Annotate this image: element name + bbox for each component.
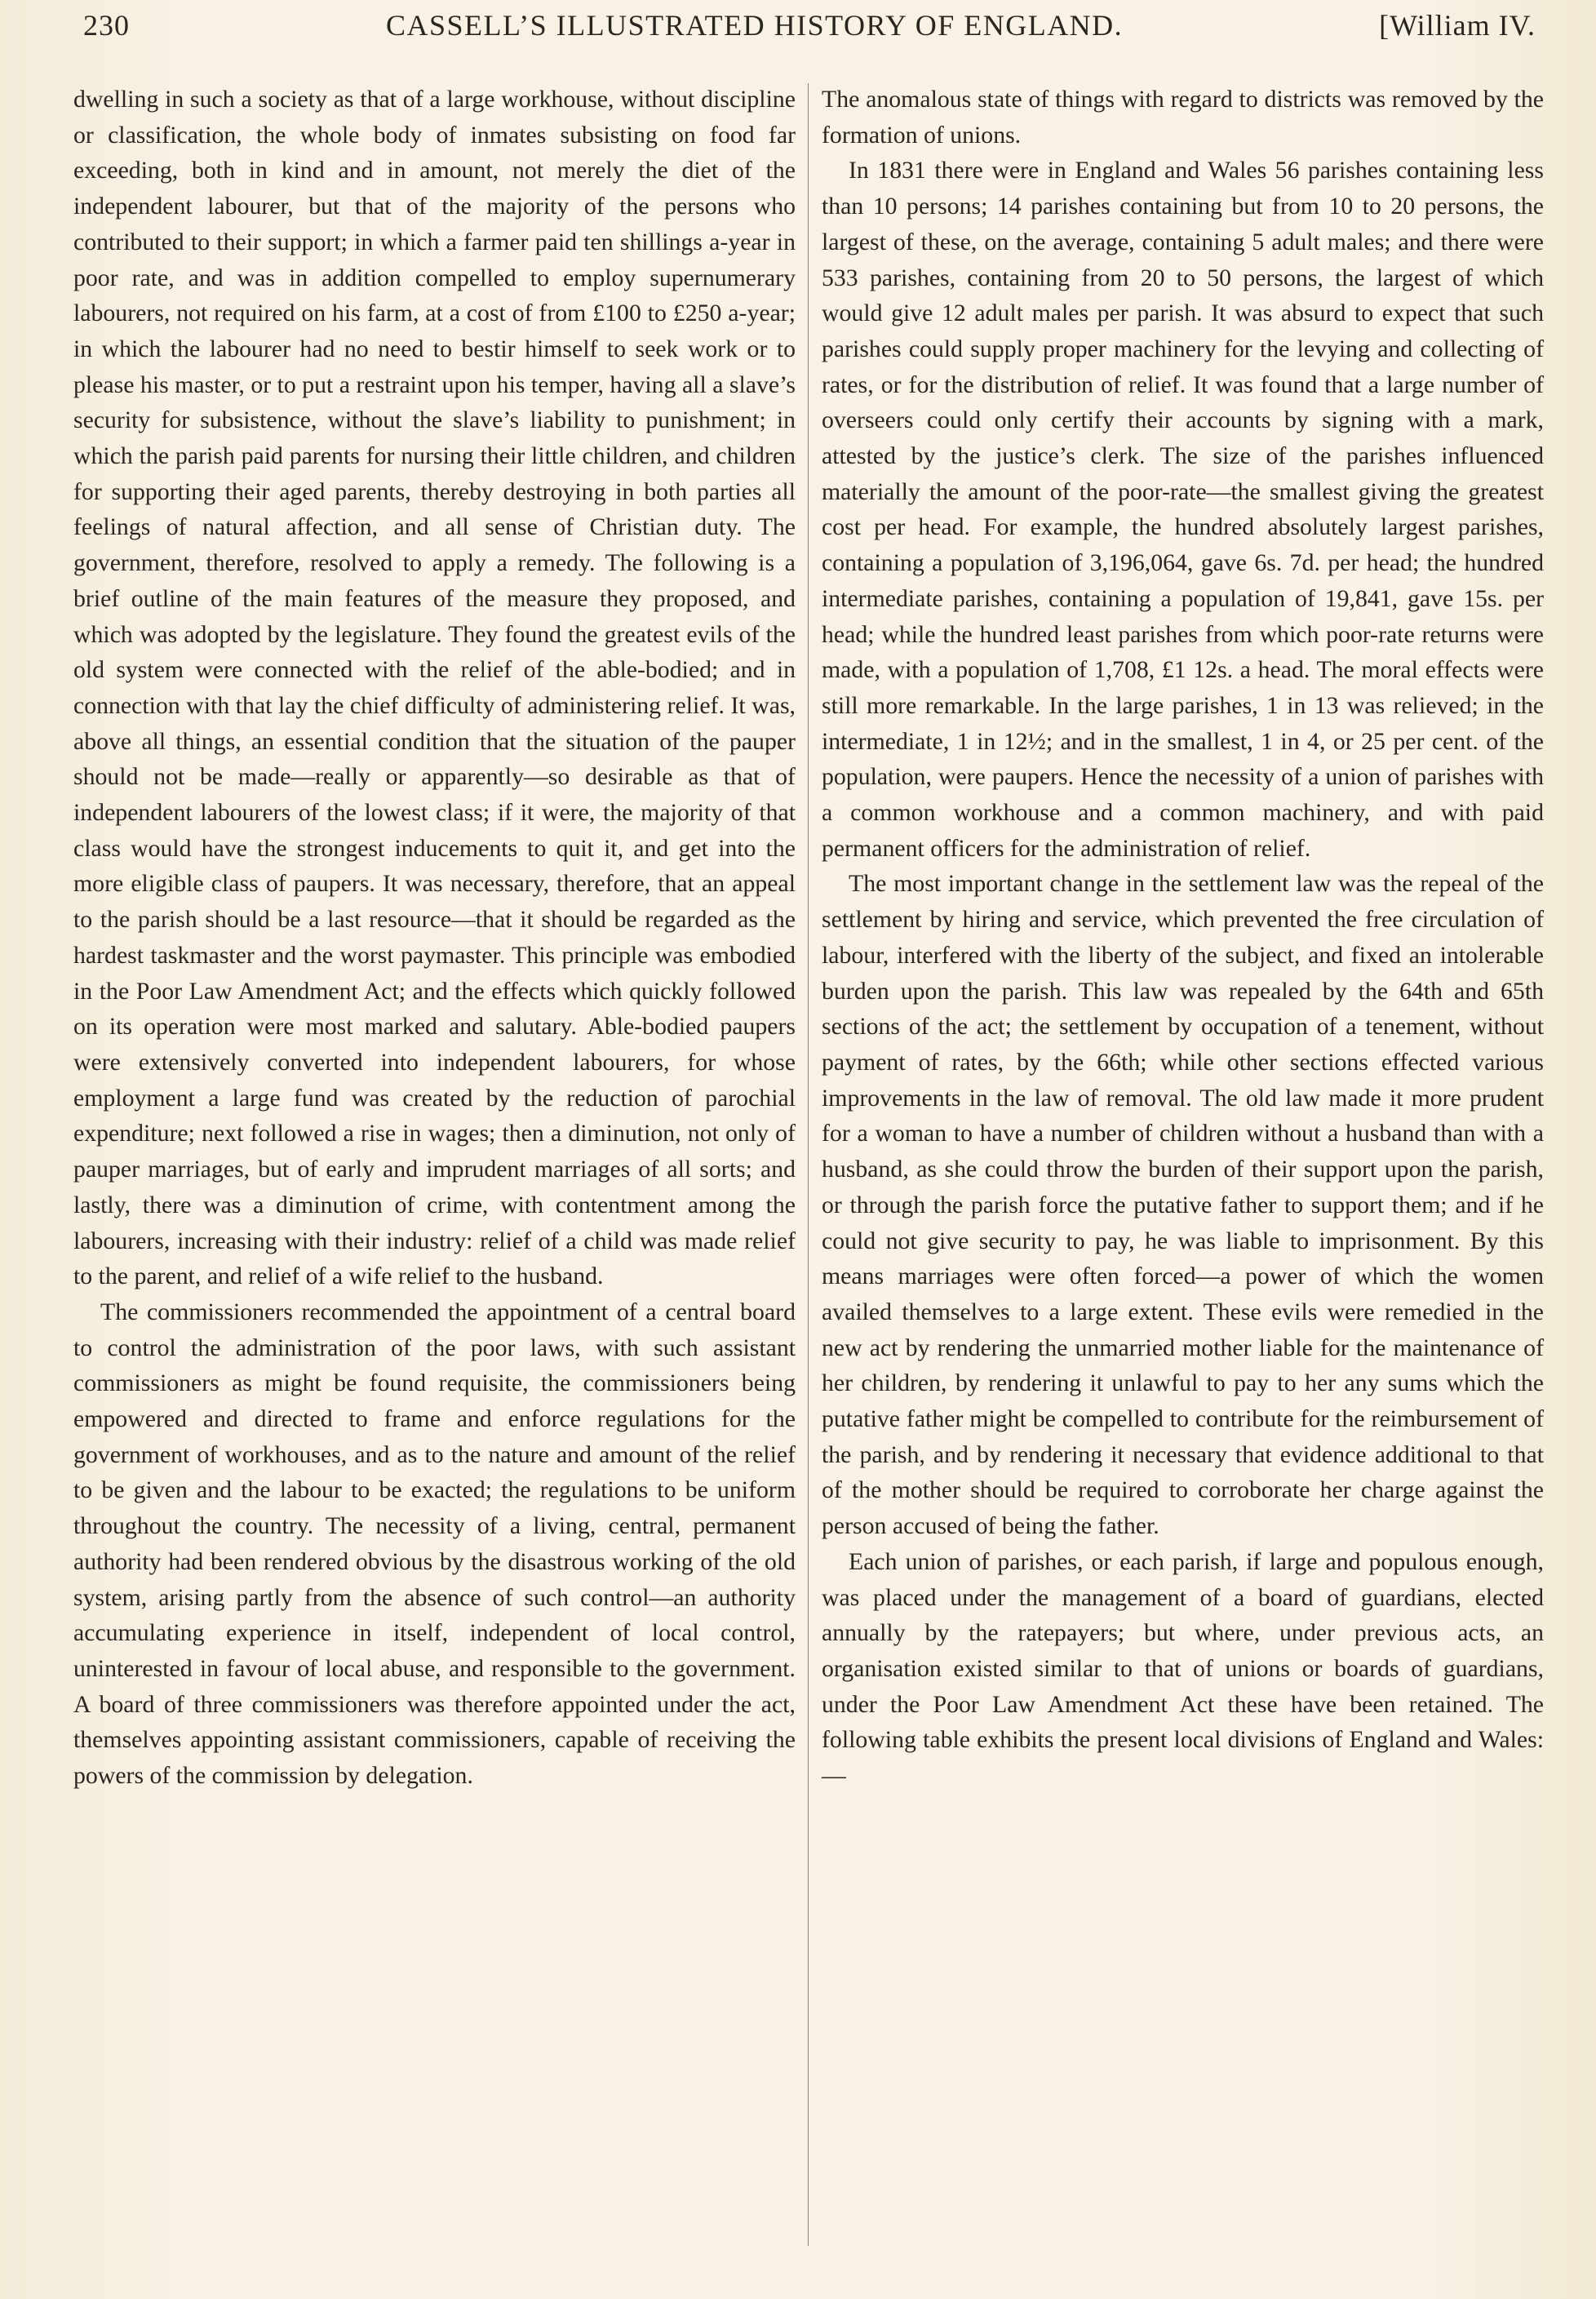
paragraph: The anomalous state of things with regard to districts was removed by the formation of unions. (822, 86, 1544, 149)
chapter-heading: [William IV. (1379, 9, 1536, 42)
publication-title: CASSELL’S ILLUSTRATED HISTORY OF ENGLAND. (385, 9, 1124, 42)
paragraph: dwelling in such a society as that of a large workhouse, without discipline or classification, the whole body of inmates subsisting on food far exceeding, both in kind and in amount, not merely the diet of the independent labourer, but that of the majority of the persons who contributed to their support; in which a farmer paid ten shillings a-year in poor rate, and was in addition compelled to employ supernumerary labourers, not required on his farm, at a cost of from £100 to £250 a-year; in which the labourer had no need to bestir himself to seek work or to please his master, or to put a restraint upon his temper, having all a slave’s security for subsistence, without the slave’s liability to punishment; in which the parish paid parents for nursing their little children, and children for supporting their aged parents, thereby destroying in both parties all feelings of natural affection, and all sense of Christian duty. The government, therefore, resolved to apply a remedy. The following is a brief outline of the main features of the measure they proposed, and which was adopted by the legislature. They found the greatest evils of the old system were connected with the relief of the able-bodied; and in connection with that lay the chief difficulty of administering relief. It was, above all things, an essential condition that the situation of the pauper should not be made—really or apparently—so desirable as that of independent labourers of the lowest class; if it were, the majority of that class would have the strongest inducements to quit it, and get into the more eligible class of paupers. It was necessary, therefore, that an appeal to the parish should be a last resource—that it should be regarded as the hardest taskmaster and the worst paymaster. This principle was embodied in the Poor Law Amendment Act; and the effects which quickly followed on its operation were most marked and salutary. Able-bodied paupers were extensively converted into independent labourers, for whose employment a large fund was created by the reduction of parochial expenditure; next followed a rise in wages; then a diminution, not only of pauper marriages, but of early and imprudent marriages of all sorts; and lastly, there was a diminution of crime, with contentment among the labourers, increasing with their industry: relief of a child was made relief to the parent, and relief of a wife relief to the husband. (73, 86, 796, 1290)
running-head (83, 8, 1536, 59)
column-divider (808, 83, 809, 2246)
page-number: 230 (83, 9, 130, 42)
paragraph: Each union of parishes, or each parish, if large and populous enough, was placed under the management of a board of guardians, elected annually by the ratepayers; but where, under previous acts, an organisation existed similar to that of unions or boards of guardians, under the Poor Law Amendment Act these have been retained. The following table exhibits the present local divisions of England and Wales:— (822, 1547, 1544, 1790)
paragraph: The commissioners recommended the appointment of a central board to control the administration of the poor laws, with such assistant commissioners as might be found requisite, the commissioners being empowered and directed to frame and enforce regulations for the government of workhouses, and as to the nature and amount of the relief to be given and the labour to be exacted; the regulations to be uniform throughout the country. The necessity of a living, central, permanent authority had been rendered obvious by the disastrous working of the old system, arising partly from the absence of such control—an authority accumulating experience in itself, independent of local control, uninterested in favour of local abuse, and responsible to the government. A board of three commissioners was therefore appointed under the act, themselves appointing assistant commissioners, capable of receiving the powers of the commission by delegation. (73, 1298, 796, 1790)
paragraph: The most important change in the settlement law was the repeal of the settlement by hiring and service, which prevented the free circulation of labour, interfered with the liberty of the subject, and fixed an intolerable burden upon the parish. This law was repealed by the 64th and 65th sections of the act; the settlement by occupation of a tenement, without payment of rates, by the 66th; while other sections effected various improvements in the law of removal. The old law made it more prudent for a woman to have a number of children without a husband than with a husband, as she could throw the burden of their support upon the parish, or through the parish force the putative father to support them; and if he could not give security to pay, he was liable to imprisonment. By this means marriages were often forced—a power of which the women availed themselves to a large extent. These evils were remedied in the new act by rendering the unmarried mother liable for the maintenance of her children, by rendering it unlawful to pay to her any sums which the putative father might be compelled to contribute for the reimbursement of the parish, and by rendering it necessary that evidence additional to that of the mother should be required to corroborate her charge against the person accused of being the father. (822, 870, 1544, 1540)
paragraph: In 1831 there were in England and Wales 56 parishes containing less than 10 persons; 14 parishes containing but from 10 to 20 persons, the largest of these, on the average, containing 5 adult males; and there were 533 parishes, containing from 20 to 50 persons, the largest of which would give 12 adult males per parish. It was absurd to expect that such parishes could supply proper machinery for the levying and collecting of rates, or for the distribution of relief. It was found that a large number of overseers could only certify their accounts by signing with a mark, attested by the justice’s clerk. The size of the parishes influenced materially the amount of the poor-rate—the smallest giving the greatest cost per head. For example, the hundred absolutely largest parishes, containing a population of 3,196,064, gave 6s. 7d. per head; the hundred intermediate parishes, containing a population of 19,841, gave 15s. per head; while the hundred least parishes from which poor-rate returns were made, with a population of 1,708, £1 12s. a head. The moral effects were still more remarkable. In the large parishes, 1 in 13 was relieved; in the intermediate, 1 in 12½; and in the smallest, 1 in 4, or 25 per cent. of the population, were paupers. Hence the necessity of a union of parishes with a common workhouse and a common machinery, and with paid permanent officers for the administration of relief. (822, 157, 1544, 862)
left-column (73, 82, 796, 1794)
right-column (822, 82, 1544, 1794)
